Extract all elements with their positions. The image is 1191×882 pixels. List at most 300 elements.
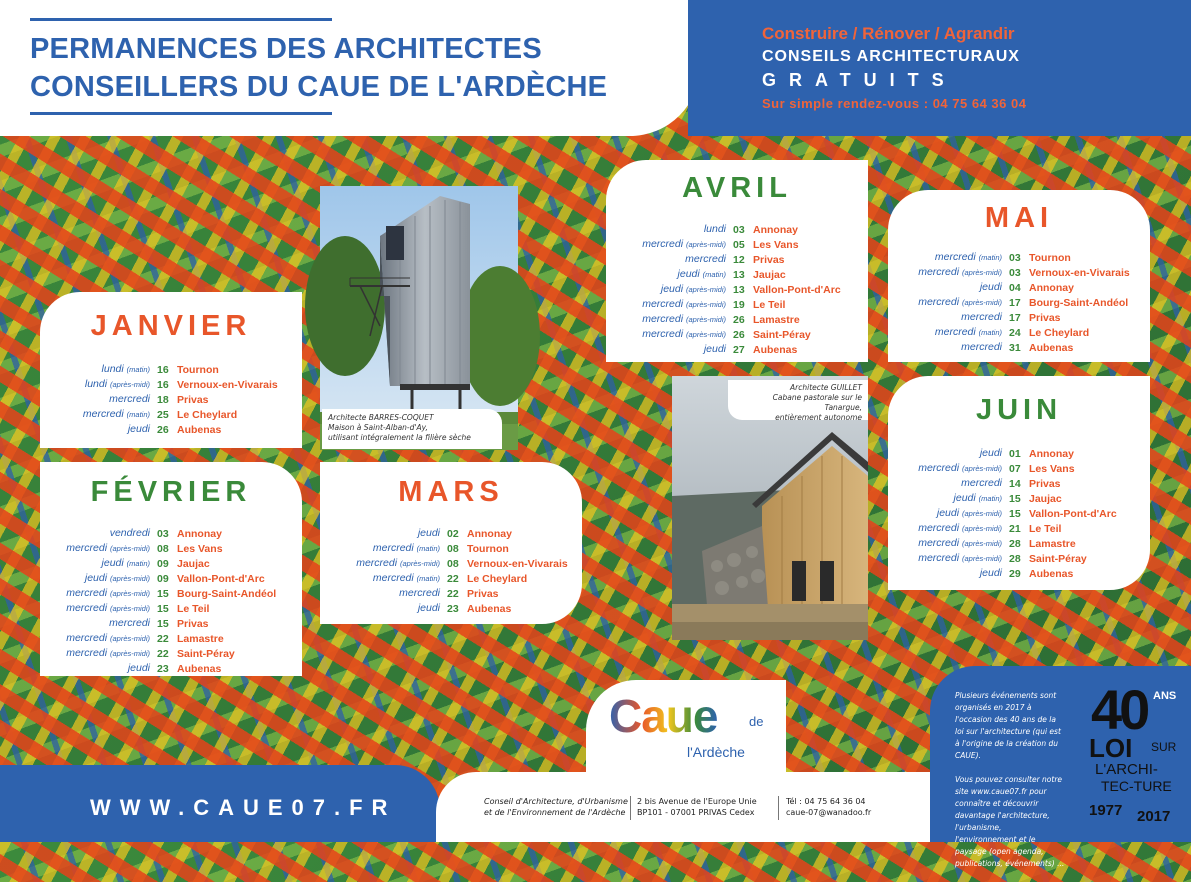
page-title-line1: PERMANENCES DES ARCHITECTES bbox=[30, 33, 542, 65]
schedule-date: 15 bbox=[157, 617, 169, 630]
schedule-day-cell bbox=[40, 526, 157, 541]
schedule-day-note: (matin) bbox=[978, 253, 1002, 262]
schedule-row bbox=[616, 252, 841, 267]
schedule-day-cell bbox=[616, 237, 733, 252]
schedule-day: mercredi bbox=[961, 477, 1002, 489]
schedule-day: mercredi bbox=[961, 311, 1002, 323]
schedule-row bbox=[892, 506, 1117, 521]
schedule-day-cell bbox=[40, 661, 157, 676]
schedule-day-cell bbox=[330, 541, 447, 556]
schedule-day-cell bbox=[616, 297, 733, 312]
schedule-town: Saint-Péray bbox=[177, 647, 235, 660]
schedule-date: 22 bbox=[157, 647, 169, 660]
schedule-date: 08 bbox=[447, 542, 459, 555]
contact-divider-2 bbox=[778, 796, 779, 820]
schedule-town: Annonay bbox=[467, 527, 512, 540]
info-paragraph-2: Vous pouvez consulter notre site www.caue07.fr pour connaître et découvrir davantage l'architecture, l'urbanisme, l'environnement et le paysage (open agenda, publications, événements) ... bbox=[955, 775, 1065, 868]
schedule-town: Aubenas bbox=[1029, 341, 1074, 354]
month-title-fevrier: FÉVRIER bbox=[90, 476, 252, 508]
schedule-town: Annonay bbox=[177, 527, 222, 540]
schedule-day: jeudi bbox=[953, 492, 976, 504]
schedule-date: 02 bbox=[447, 527, 459, 540]
schedule-day: mercredi bbox=[918, 266, 960, 278]
photo1-caption bbox=[322, 409, 502, 449]
schedule-town: Vernoux-en-Vivarais bbox=[177, 378, 278, 391]
schedule-day-cell bbox=[892, 446, 1009, 461]
schedule-row bbox=[330, 586, 568, 601]
schedule-day-cell bbox=[40, 631, 157, 646]
schedule-day-cell bbox=[330, 601, 447, 616]
schedule-date: 08 bbox=[447, 557, 459, 570]
schedule-date: 15 bbox=[157, 587, 169, 600]
month-title-mars: MARS bbox=[398, 476, 504, 508]
schedule-town: Aubenas bbox=[753, 343, 798, 356]
schedule-day-note: (matin) bbox=[416, 544, 440, 553]
badge-tecture: TEC-TURE bbox=[1101, 778, 1172, 794]
schedule-day-cell bbox=[40, 377, 157, 392]
schedule-date: 22 bbox=[447, 572, 459, 585]
schedule-town: Lamastre bbox=[753, 313, 800, 326]
schedule-date: 28 bbox=[1009, 552, 1021, 565]
schedule-day-cell bbox=[616, 312, 733, 327]
schedule-day: mercredi bbox=[642, 313, 684, 325]
schedule-date: 27 bbox=[733, 343, 745, 356]
schedule-day: mercredi bbox=[642, 298, 684, 310]
schedule-day-cell bbox=[892, 461, 1009, 476]
schedule-day-cell bbox=[892, 250, 1009, 265]
schedule-day-cell bbox=[616, 327, 733, 342]
schedule-day: jeudi bbox=[979, 567, 1002, 579]
schedule-town: Le Cheylard bbox=[467, 572, 528, 585]
month-title-avril: AVRIL bbox=[682, 172, 792, 204]
schedule-date: 09 bbox=[157, 572, 169, 585]
contact-phone[interactable]: Tél : 04 75 64 36 04 bbox=[786, 797, 866, 806]
schedule-town: Jaujac bbox=[177, 557, 210, 570]
schedule-day: mercredi bbox=[109, 393, 150, 405]
schedule-date: 31 bbox=[1009, 341, 1021, 354]
schedule-day: mercredi bbox=[82, 408, 124, 420]
schedule-town: Privas bbox=[177, 617, 209, 630]
schedule-day: mercredi bbox=[918, 552, 960, 564]
schedule-day-note: (après-midi) bbox=[961, 554, 1002, 563]
schedule-day-note: (après-midi) bbox=[109, 544, 150, 553]
schedule-day: mercredi bbox=[642, 238, 684, 250]
schedule-day-cell bbox=[892, 325, 1009, 340]
schedule-row bbox=[892, 310, 1130, 325]
logo-brand-text: Caue bbox=[609, 690, 718, 742]
schedule-date: 04 bbox=[1009, 281, 1021, 294]
schedule-day: mercredi bbox=[918, 296, 960, 308]
schedule-town: Privas bbox=[1029, 311, 1061, 324]
schedule-town: Saint-Péray bbox=[1029, 552, 1087, 565]
org-line1: Conseil d'Architecture, d'Urbanisme bbox=[484, 797, 628, 806]
schedule-town: Le Teil bbox=[177, 602, 210, 615]
schedule-day: mercredi bbox=[356, 557, 398, 569]
photo2-caption-architect: Architecte GUILLET bbox=[790, 383, 862, 392]
schedule-row bbox=[616, 282, 841, 297]
schedule-day: mercredi bbox=[372, 542, 414, 554]
schedule-date: 05 bbox=[733, 238, 745, 251]
schedule-day-note: (après-midi) bbox=[109, 589, 150, 598]
schedule-day: jeudi bbox=[979, 281, 1002, 293]
badge-archi: L'ARCHI- bbox=[1095, 761, 1158, 778]
schedule-row bbox=[330, 526, 568, 541]
schedule-day-note: (après-midi) bbox=[961, 464, 1002, 473]
schedule-row bbox=[616, 297, 841, 312]
promo-line-conseils: CONSEILS ARCHITECTURAUX bbox=[762, 48, 1020, 65]
schedule-day-cell bbox=[330, 571, 447, 586]
month-title-mai: MAI bbox=[984, 202, 1054, 234]
header-rule-top bbox=[30, 18, 332, 21]
schedule-day-cell bbox=[40, 422, 157, 437]
schedule-town: Saint-Péray bbox=[753, 328, 811, 341]
schedule-day-cell bbox=[892, 295, 1009, 310]
schedule-town: Privas bbox=[177, 393, 209, 406]
schedule-date: 17 bbox=[1009, 296, 1021, 309]
schedule-date: 01 bbox=[1009, 447, 1021, 460]
anniversary-badge bbox=[1085, 678, 1185, 832]
schedule-row bbox=[892, 476, 1117, 491]
schedule-day: mercredi bbox=[399, 587, 440, 599]
schedule-row bbox=[40, 392, 278, 407]
schedule-row bbox=[616, 342, 841, 357]
schedule-date: 03 bbox=[733, 223, 745, 236]
schedule-date: 21 bbox=[1009, 522, 1021, 535]
schedule-town: Annonay bbox=[753, 223, 798, 236]
schedule-day: mercredi bbox=[918, 537, 960, 549]
schedule-row bbox=[892, 461, 1117, 476]
schedule-janvier bbox=[40, 362, 278, 437]
schedule-day: mercredi bbox=[934, 326, 976, 338]
schedule-town: Le Cheylard bbox=[177, 408, 238, 421]
schedule-day-note: (après-midi) bbox=[685, 315, 726, 324]
schedule-day: jeudi bbox=[127, 662, 150, 674]
schedule-town: Aubenas bbox=[467, 602, 512, 615]
badge-ans: ANS bbox=[1153, 690, 1177, 702]
photo1-caption-line2: Maison à Saint-Alban-d'Ay, bbox=[328, 423, 428, 432]
schedule-day: mercredi bbox=[66, 542, 108, 554]
schedule-row bbox=[330, 571, 568, 586]
schedule-row bbox=[40, 556, 276, 571]
schedule-day-note: (matin) bbox=[702, 270, 726, 279]
schedule-day: jeudi bbox=[936, 507, 960, 519]
schedule-day-note: (après-midi) bbox=[685, 330, 726, 339]
schedule-day: jeudi bbox=[101, 557, 124, 569]
schedule-town: Aubenas bbox=[177, 662, 222, 675]
photo1-caption-line3: utilisant intégralement la filière sèche bbox=[328, 433, 471, 442]
schedule-town: Lamastre bbox=[177, 632, 224, 645]
caue-logo[interactable] bbox=[607, 690, 777, 770]
schedule-day: mercredi bbox=[934, 251, 976, 263]
org-contact bbox=[786, 796, 871, 818]
schedule-row bbox=[892, 295, 1130, 310]
schedule-town: Bourg-Saint-Andéol bbox=[177, 587, 277, 600]
schedule-day-cell bbox=[892, 566, 1009, 581]
schedule-town: Tournon bbox=[467, 542, 509, 555]
schedule-row bbox=[616, 312, 841, 327]
schedule-date: 16 bbox=[157, 363, 169, 376]
badge-forty: 40 bbox=[1091, 678, 1148, 741]
schedule-row bbox=[892, 491, 1117, 506]
schedule-day-note: (après-midi) bbox=[961, 298, 1002, 307]
schedule-row bbox=[892, 340, 1130, 355]
schedule-day-note: (après-midi) bbox=[109, 649, 150, 658]
schedule-day: jeudi bbox=[979, 447, 1002, 459]
schedule-row bbox=[40, 631, 276, 646]
schedule-day-note: (matin) bbox=[126, 559, 150, 568]
schedule-row bbox=[616, 222, 841, 237]
schedule-day-note: (après-midi) bbox=[399, 559, 440, 568]
schedule-town: Vernoux-en-Vivarais bbox=[467, 557, 568, 570]
schedule-town: Tournon bbox=[177, 363, 219, 376]
badge-loi: LOI bbox=[1089, 733, 1133, 763]
schedule-date: 15 bbox=[157, 602, 169, 615]
schedule-day-cell bbox=[40, 586, 157, 601]
schedule-town: Aubenas bbox=[177, 423, 222, 436]
schedule-day-cell bbox=[40, 601, 157, 616]
schedule-day-note: (après-midi) bbox=[961, 509, 1002, 518]
schedule-row bbox=[892, 265, 1130, 280]
schedule-town: Le Cheylard bbox=[1029, 326, 1090, 339]
addr-line1: 2 bis Avenue de l'Europe Unie bbox=[637, 797, 757, 806]
schedule-row bbox=[892, 250, 1130, 265]
schedule-day-note: (après-midi) bbox=[685, 240, 726, 249]
schedule-day-note: (matin) bbox=[978, 494, 1002, 503]
schedule-juin bbox=[892, 446, 1117, 581]
addr-line2: BP101 - 07001 PRIVAS Cedex bbox=[637, 808, 755, 817]
schedule-row bbox=[616, 327, 841, 342]
schedule-day-cell bbox=[40, 556, 157, 571]
page-title-line2: CONSEILLERS DU CAUE DE L'ARDÈCHE bbox=[30, 71, 608, 103]
schedule-row bbox=[892, 566, 1117, 581]
schedule-town: Les Vans bbox=[753, 238, 799, 251]
promo-line-construire: Construire / Rénover / Agrandir bbox=[762, 24, 1015, 43]
schedule-town: Privas bbox=[467, 587, 499, 600]
schedule-date: 03 bbox=[1009, 266, 1021, 279]
month-title-juin: JUIN bbox=[975, 394, 1063, 426]
photo2-caption bbox=[728, 380, 868, 420]
schedule-day-cell bbox=[616, 222, 733, 237]
schedule-day-cell bbox=[330, 586, 447, 601]
badge-year-end: 2017 bbox=[1137, 808, 1171, 825]
org-line2: et de l'Environnement de l'Ardèche bbox=[484, 808, 626, 817]
schedule-day-cell bbox=[892, 491, 1009, 506]
schedule-day: mercredi bbox=[918, 522, 960, 534]
promo-line-phone[interactable]: Sur simple rendez-vous : 04 75 64 36 04 bbox=[762, 96, 1027, 111]
contact-divider-1 bbox=[630, 796, 631, 820]
schedule-day: jeudi bbox=[703, 343, 726, 355]
schedule-day-cell bbox=[40, 571, 157, 586]
schedule-day: mercredi bbox=[66, 632, 108, 644]
schedule-row bbox=[40, 646, 276, 661]
schedule-day-note: (après-midi) bbox=[961, 268, 1002, 277]
schedule-avril bbox=[616, 222, 841, 357]
schedule-day: mercredi bbox=[918, 462, 960, 474]
schedule-row bbox=[40, 362, 278, 377]
header-rule-bottom bbox=[30, 112, 332, 115]
schedule-date: 26 bbox=[733, 328, 745, 341]
schedule-row bbox=[40, 571, 276, 586]
schedule-row bbox=[330, 601, 568, 616]
schedule-town: Vallon-Pont-d'Arc bbox=[753, 283, 841, 296]
schedule-date: 12 bbox=[733, 253, 745, 266]
schedule-date: 03 bbox=[157, 527, 169, 540]
contact-email[interactable]: caue-07@wanadoo.fr bbox=[786, 808, 872, 817]
schedule-day: jeudi bbox=[127, 423, 150, 435]
schedule-day-cell bbox=[892, 476, 1009, 491]
schedule-day-cell bbox=[616, 282, 733, 297]
schedule-date: 13 bbox=[733, 268, 745, 281]
schedule-day: mercredi bbox=[66, 587, 108, 599]
schedule-day: lundi bbox=[703, 223, 726, 235]
schedule-date: 23 bbox=[157, 662, 169, 675]
schedule-row bbox=[40, 616, 276, 631]
schedule-day-note: (après-midi) bbox=[685, 300, 726, 309]
schedule-day-cell bbox=[892, 506, 1009, 521]
schedule-date: 09 bbox=[157, 557, 169, 570]
badge-year-start: 1977 bbox=[1089, 802, 1123, 819]
schedule-town: Vallon-Pont-d'Arc bbox=[1029, 507, 1117, 520]
org-name bbox=[484, 796, 628, 818]
schedule-town: Jaujac bbox=[753, 268, 786, 281]
schedule-town: Aubenas bbox=[1029, 567, 1074, 580]
schedule-day-cell bbox=[40, 392, 157, 407]
page-title bbox=[30, 30, 670, 106]
schedule-day-note: (matin) bbox=[978, 328, 1002, 337]
schedule-day-cell bbox=[40, 541, 157, 556]
schedule-date: 26 bbox=[157, 423, 169, 436]
schedule-mars bbox=[330, 526, 568, 616]
schedule-day: mercredi bbox=[109, 617, 150, 629]
schedule-town: Annonay bbox=[1029, 281, 1074, 294]
schedule-row bbox=[40, 586, 276, 601]
schedule-day-note: (après-midi) bbox=[961, 539, 1002, 548]
schedule-day: mercredi bbox=[961, 341, 1002, 353]
schedule-date: 03 bbox=[1009, 251, 1021, 264]
schedule-date: 15 bbox=[1009, 507, 1021, 520]
schedule-day-note: (matin) bbox=[126, 365, 150, 374]
schedule-day: lundi bbox=[84, 378, 108, 390]
schedule-day-cell bbox=[892, 340, 1009, 355]
schedule-row bbox=[616, 237, 841, 252]
photo1-caption-architect: Architecte BARRES-COQUET bbox=[328, 413, 434, 422]
schedule-day-cell bbox=[892, 536, 1009, 551]
schedule-day-note: (matin) bbox=[416, 574, 440, 583]
promo-line-gratuits: GRATUITS bbox=[762, 70, 957, 90]
schedule-date: 28 bbox=[1009, 537, 1021, 550]
schedule-town: Les Vans bbox=[1029, 462, 1075, 475]
photo2-caption-line3: entièrement autonome bbox=[775, 413, 862, 422]
schedule-date: 07 bbox=[1009, 462, 1021, 475]
schedule-day: mercredi bbox=[685, 253, 726, 265]
schedule-day-note: (après-midi) bbox=[109, 634, 150, 643]
schedule-day: jeudi bbox=[677, 268, 700, 280]
schedule-day: jeudi bbox=[660, 283, 684, 295]
schedule-date: 25 bbox=[157, 408, 169, 421]
schedule-date: 19 bbox=[733, 298, 745, 311]
schedule-mai bbox=[892, 250, 1130, 355]
badge-sur: SUR bbox=[1151, 740, 1177, 754]
schedule-town: Tournon bbox=[1029, 251, 1071, 264]
schedule-date: 14 bbox=[1009, 477, 1021, 490]
schedule-day: vendredi bbox=[109, 527, 150, 539]
schedule-date: 13 bbox=[733, 283, 745, 296]
schedule-date: 22 bbox=[157, 632, 169, 645]
schedule-town: Lamastre bbox=[1029, 537, 1076, 550]
schedule-row bbox=[40, 422, 278, 437]
schedule-day: mercredi bbox=[66, 602, 108, 614]
schedule-day-cell bbox=[892, 265, 1009, 280]
schedule-date: 29 bbox=[1009, 567, 1021, 580]
schedule-day-cell bbox=[330, 556, 447, 571]
schedule-day-cell bbox=[892, 521, 1009, 536]
photo2-caption-line2: Cabane pastorale sur le Tanargue, bbox=[772, 393, 862, 412]
schedule-date: 08 bbox=[157, 542, 169, 555]
schedule-date: 18 bbox=[157, 393, 169, 406]
schedule-town: Vernoux-en-Vivarais bbox=[1029, 266, 1130, 279]
schedule-town: Privas bbox=[1029, 477, 1061, 490]
schedule-day-cell bbox=[616, 252, 733, 267]
schedule-day-note: (après-midi) bbox=[109, 574, 150, 583]
schedule-day-note: (après-midi) bbox=[109, 604, 150, 613]
schedule-day-cell bbox=[616, 342, 733, 357]
schedule-day-cell bbox=[892, 280, 1009, 295]
schedule-row bbox=[40, 526, 276, 541]
month-title-janvier: JANVIER bbox=[90, 310, 252, 342]
schedule-row bbox=[892, 521, 1117, 536]
schedule-row bbox=[330, 541, 568, 556]
schedule-day: mercredi bbox=[372, 572, 414, 584]
schedule-town: Privas bbox=[753, 253, 785, 266]
schedule-row bbox=[330, 556, 568, 571]
schedule-date: 23 bbox=[447, 602, 459, 615]
schedule-row bbox=[40, 377, 278, 392]
schedule-town: Le Teil bbox=[753, 298, 786, 311]
schedule-day: lundi bbox=[101, 363, 124, 375]
logo-region: l'Ardèche bbox=[687, 744, 745, 760]
schedule-row bbox=[892, 280, 1130, 295]
schedule-row bbox=[892, 325, 1130, 340]
schedule-day-cell bbox=[40, 616, 157, 631]
schedule-day: mercredi bbox=[66, 647, 108, 659]
info-text bbox=[955, 690, 1065, 882]
schedule-town: Bourg-Saint-Andéol bbox=[1029, 296, 1129, 309]
schedule-date: 15 bbox=[1009, 492, 1021, 505]
schedule-date: 22 bbox=[447, 587, 459, 600]
schedule-town: Les Vans bbox=[177, 542, 223, 555]
schedule-row bbox=[40, 601, 276, 616]
schedule-day-note: (après-midi) bbox=[109, 380, 150, 389]
schedule-row bbox=[40, 541, 276, 556]
schedule-town: Annonay bbox=[1029, 447, 1074, 460]
schedule-day: jeudi bbox=[84, 572, 108, 584]
schedule-date: 17 bbox=[1009, 311, 1021, 324]
schedule-day-cell bbox=[892, 551, 1009, 566]
schedule-day-note: (matin) bbox=[126, 410, 150, 419]
schedule-town: Vallon-Pont-d'Arc bbox=[177, 572, 265, 585]
schedule-fevrier bbox=[40, 526, 276, 676]
schedule-row bbox=[616, 267, 841, 282]
schedule-row bbox=[40, 661, 276, 676]
schedule-town: Jaujac bbox=[1029, 492, 1062, 505]
schedule-day: jeudi bbox=[417, 602, 440, 614]
schedule-date: 24 bbox=[1009, 326, 1021, 339]
schedule-date: 16 bbox=[157, 378, 169, 391]
schedule-day-cell bbox=[40, 362, 157, 377]
org-address bbox=[637, 796, 757, 818]
website-link[interactable]: WWW.CAUE07.FR bbox=[90, 795, 397, 820]
schedule-row bbox=[892, 446, 1117, 461]
